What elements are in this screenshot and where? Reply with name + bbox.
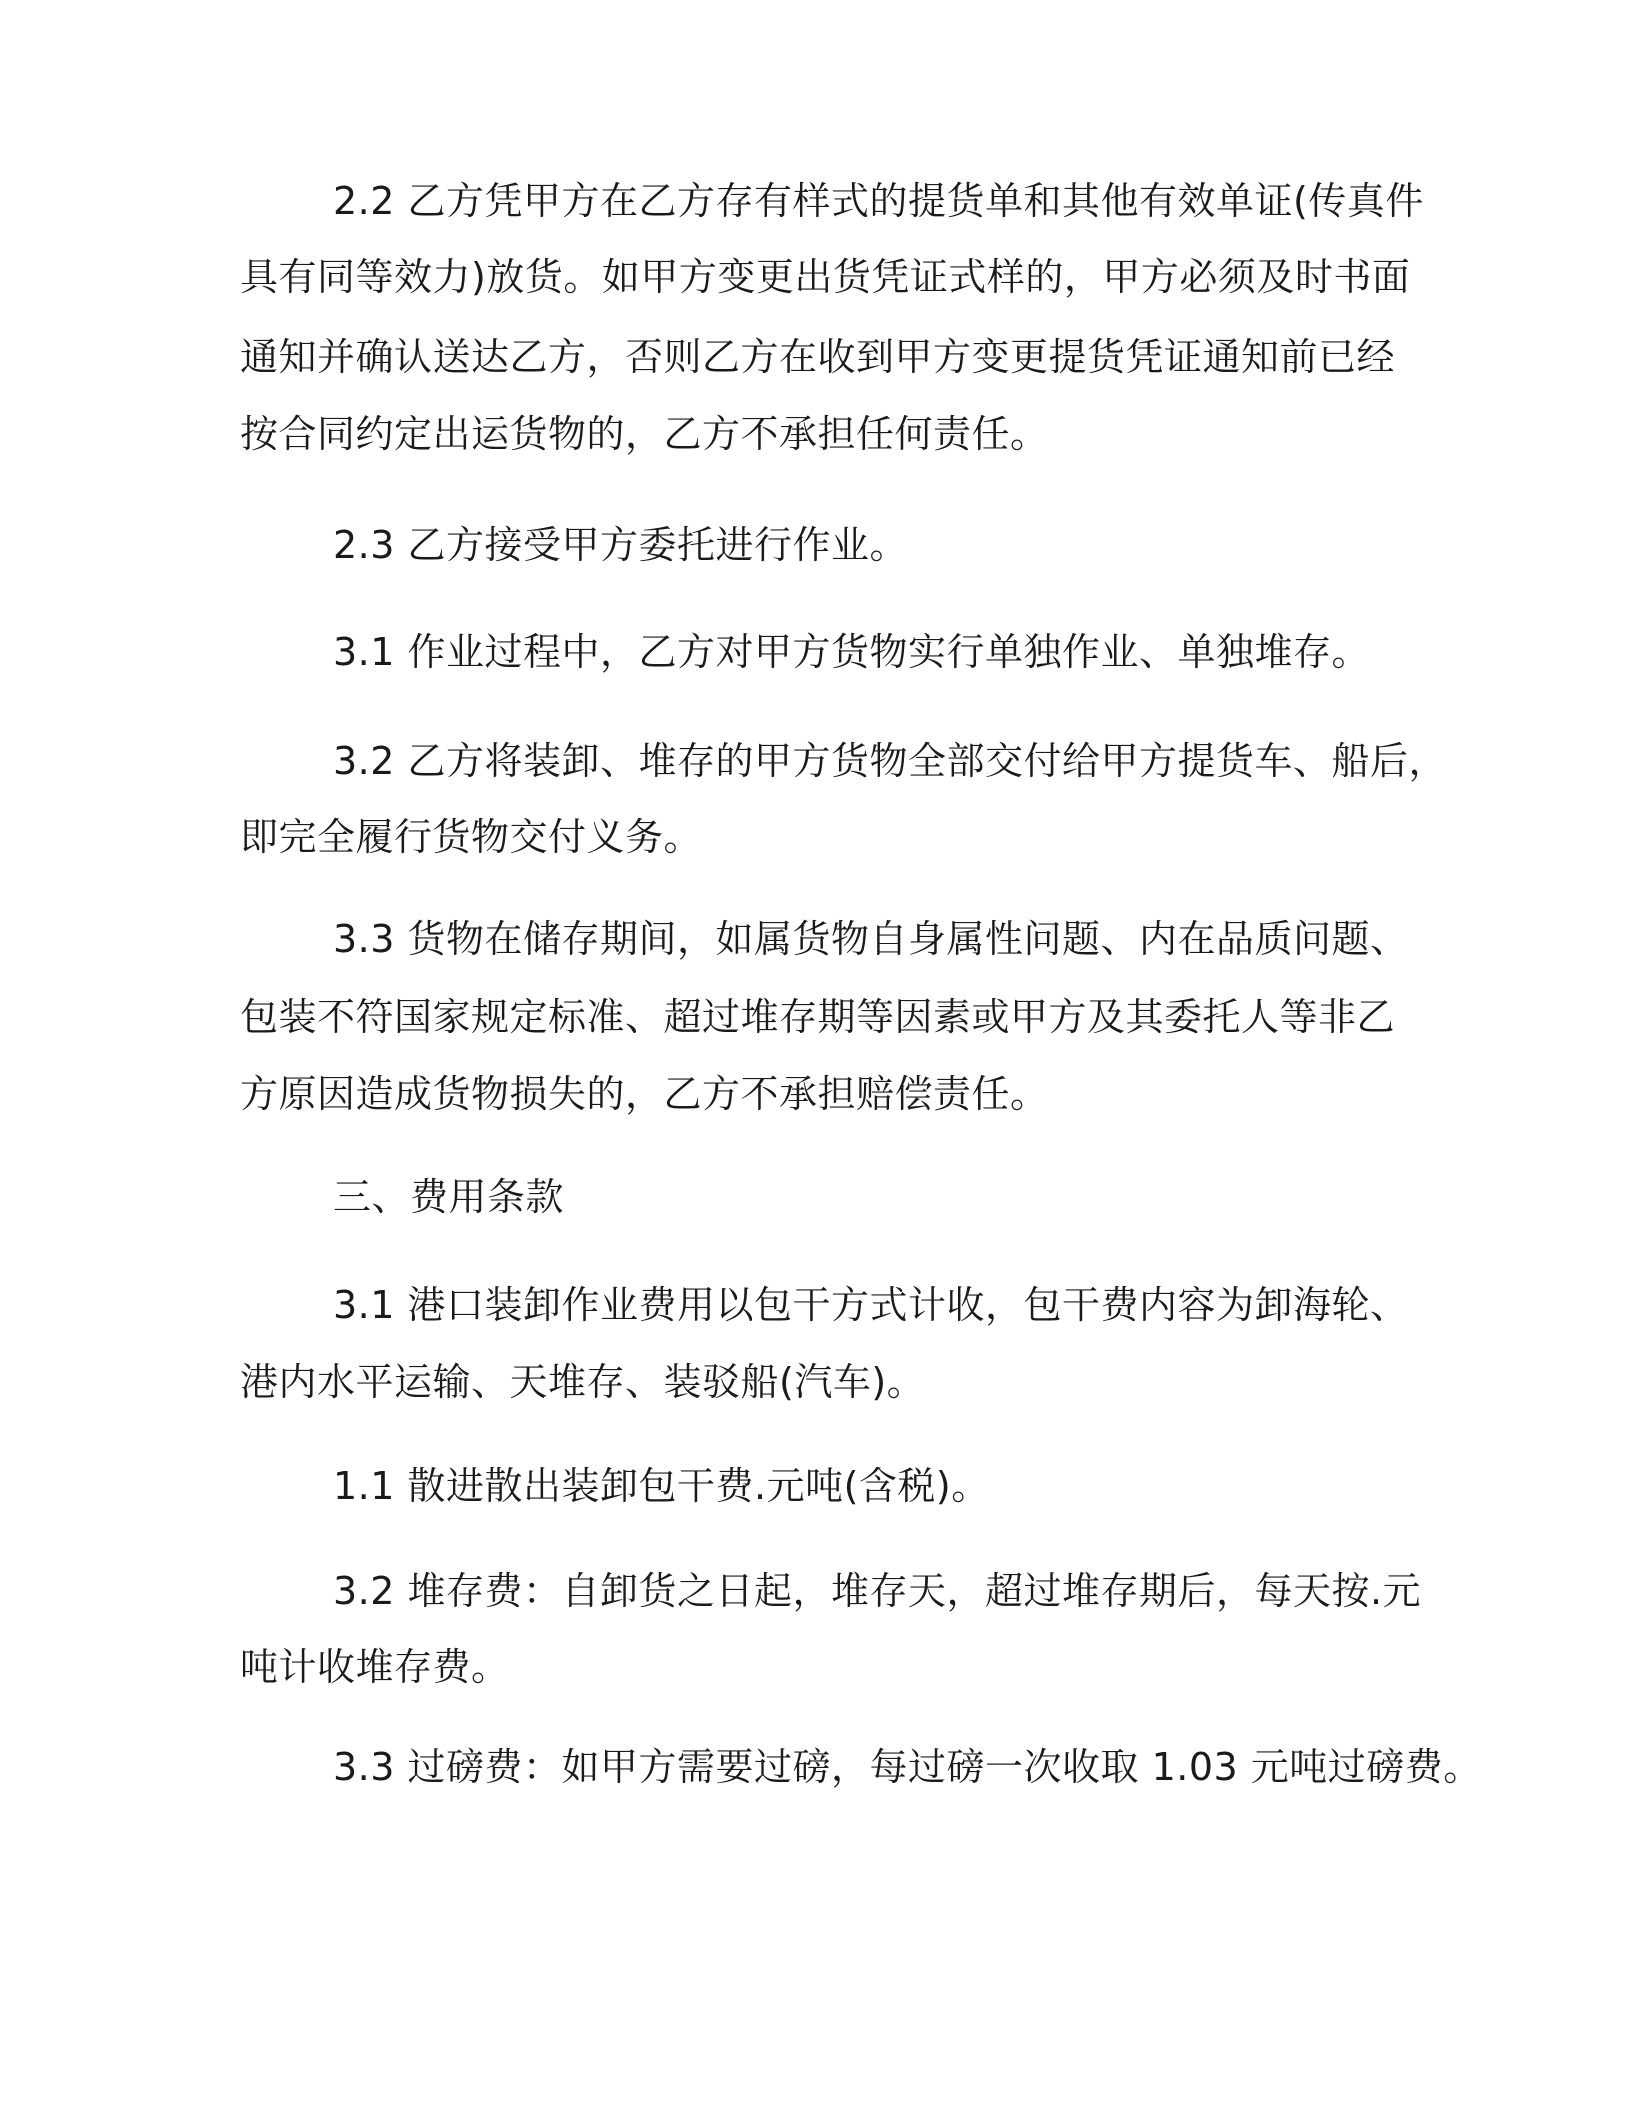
para-fee-3-1-line-2: 港内水平运输、天堆存、装驳船(汽车)。 [240, 1360, 926, 1404]
para-3-1-line-1: 3.1 作业过程中，乙方对甲方货物实行单独作业、单独堆存。 [333, 630, 1371, 674]
para-fee-3-1-line-1: 3.1 港口装卸作业费用以包干方式计收，包干费内容为卸海轮、 [333, 1283, 1409, 1327]
para-3-3-line-1: 3.3 货物在储存期间，如属货物自身属性问题、内在品质问题、 [333, 917, 1409, 961]
para-3-2-line-2: 即完全履行货物交付义务。 [240, 815, 703, 859]
para-3-3-line-3: 方原因造成货物损失的，乙方不承担赔偿责任。 [240, 1072, 1049, 1116]
para-fee-1-1-line-1: 1.1 散进散出装卸包干费.元吨(含税)。 [333, 1464, 990, 1508]
para-2-2-line-4: 按合同约定出运货物的，乙方不承担任何责任。 [240, 412, 1049, 456]
para-2-2-line-1: 2.2 乙方凭甲方在乙方存有样式的提货单和其他有效单证(传真件 [333, 179, 1424, 223]
para-fee-3-3-line-1: 3.3 过磅费：如甲方需要过磅，每过磅一次收取 1.03 元吨过磅费。 [333, 1745, 1482, 1789]
para-fee-3-2-line-1: 3.2 堆存费：自卸货之日起，堆存天，超过堆存期后，每天按.元 [333, 1569, 1422, 1613]
para-2-3-line-1: 2.3 乙方接受甲方委托进行作业。 [333, 523, 909, 567]
para-fee-3-2-line-2: 吨计收堆存费。 [240, 1645, 510, 1689]
para-2-2-line-3: 通知并确认送达乙方，否则乙方在收到甲方变更提货凭证通知前已经 [240, 335, 1396, 379]
para-3-3-line-2: 包装不符国家规定标准、超过堆存期等因素或甲方及其委托人等非乙 [240, 995, 1396, 1039]
section-heading-fees: 三、费用条款 [333, 1175, 565, 1219]
para-2-2-line-2: 具有同等效力)放货。如甲方变更出货凭证式样的，甲方必须及时书面 [240, 255, 1411, 299]
para-3-2-line-1: 3.2 乙方将装卸、堆存的甲方货物全部交付给甲方提货车、船后， [333, 739, 1448, 783]
